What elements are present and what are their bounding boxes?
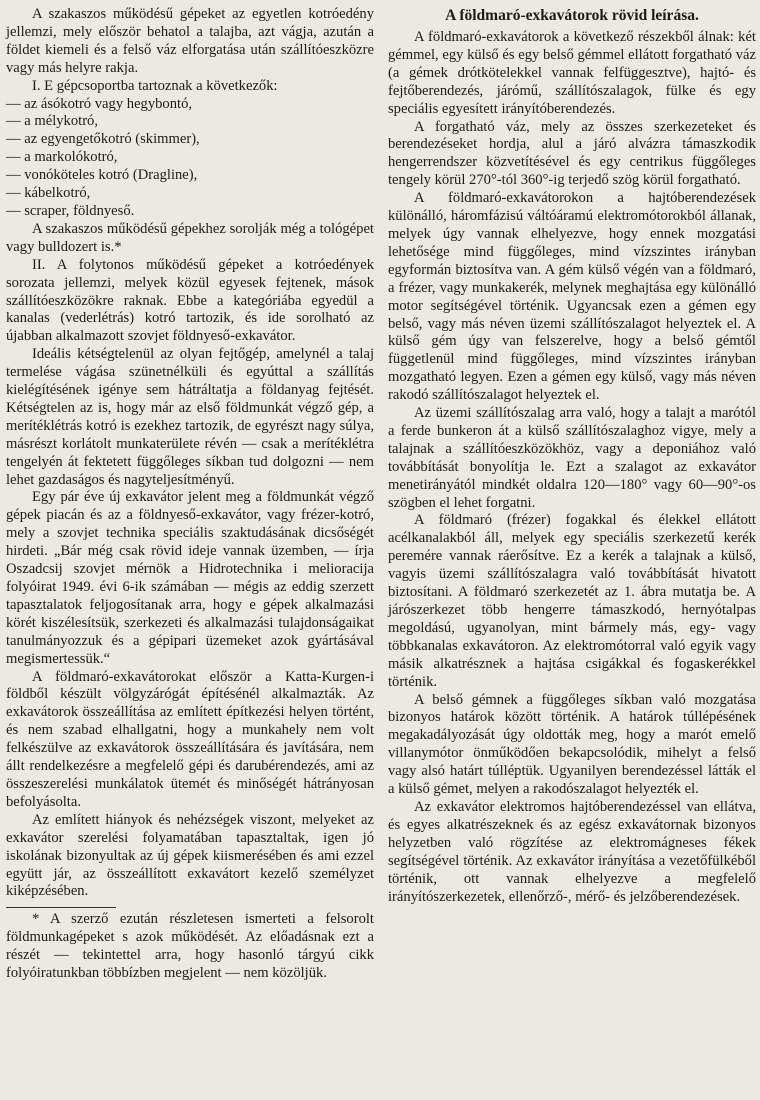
list-item: — az ásókotró vagy hegybontó, bbox=[6, 95, 193, 112]
paragraph-new-excavator: Egy pár éve új exkavátor jelent meg a földmunkát végző gépek piacán és az a földnyeső-exkavátor, vagy frézer-kotró, mely a szovjet technika speciális szaktudásának dicsőségét hirdeti. „Bár még csak rövid ideje vannak üzemben, — írja Oszadcsij szovjet mérnök a Hidrotechnika i melioracija folyóirat 1949. évi 6-ik számában — mégis az eddig szerzett tapasztalatok feljogosítanak arra, hogy e gépek alkalmazási körét kiszélesítsük, szerkezeti és alkalmazási tulajdonságaikat tanulmányozzuk és a gépipari üzemeket azok gyártásával megismertessük.“ bbox=[6, 489, 374, 667]
paragraph-continuous-machines: II. A folytonos működésű gépeket a kotróedények sorozata jellemzi, melyek közül egyesek fejtenek, mások szállítóeszközökre raknak. Ebbe a kategóriába egyedül a kanalas (vederlétrás) kotró tartozik, és ide sorolható az újabban alkalmazott szovjet földnyeső-exkavátor. bbox=[6, 256, 374, 345]
paragraph-boom-limits: A belső gémnek a függőleges síkban való mozgatása bizonyos határok között történik. A határok túllépésének megakadályozását úgy oldották meg, hogy a marót emelő villanymótor önműködően bekapcsolódik, mihelyt a felső vagy alsó határt túlléptük. Ugyanilyen berendezéssel látták el a külső gémet, melyen a rakodószalagot helyezték el. bbox=[388, 691, 756, 798]
left-column bbox=[6, 6, 374, 1100]
paragraph-conveyor: Az üzemi szállítószalag arra való, hogy a talajt a marótól a ferde bunkeron át a külső szállítószalaghoz vigye, mely a talajnak a szállítóeszközökhöz, vagy a deponiához való továbbítását bonyolítja le. Ezt a szalagot az exkavátor menetirányától mindkét oldalra 120—180° vagy 60—90°-os szögben el lehet forgatni. bbox=[388, 405, 756, 511]
right-column bbox=[388, 6, 756, 1100]
paragraph-cutter-wheel: A földmaró (frézer) fogakkal és élekkel ellátott acélkanalakból áll, melyek egy speciális szerkezetű kerék peremére vannak ráerősítve. Ez a kerék a talajnak a külső, vagyis üzemi szállítószalagra való továbbítását hivatott biztosítani. A földmaró szerkezetét az 1. ábra mutatja be. A járószerkezet több hengerre támaszkodó, hernyótalpas megoldású, ugyanolyan, mint bármely más, egy- vagy többkanalas exkavátoron. Az elektromótorral való egyik vagy másik alkatrésznek a hajtása csigákkal és fogaskerékkel történik. bbox=[388, 512, 756, 690]
paragraph-drive-units: A földmaró-exkavátorokon a hajtóberendezések különálló, háromfázisú váltóáramú elektromótorokból állanak, melyek úgy vannak elhelyezve, hogy ennek mozgatási lehetősége mind függőleges, mind vízszintes irányban egyformán biztosítva van. A gém külső végén van a földmaró, a frézer, vagy munkakerék, melynek meghajtása egy különálló motor segítségével történik. Ugyancsak ezen a gémen egy belső, vagy más néven üzemi szállítószalagot helyeztek el. A külső gém úgy van felszerelve, hogy a belső gémtől függetlenül mind függőleges, mind vízszintes irányban mozgatható legyen. Ezen a gémen egy külső, vagy más néven rakodó szállítószalagot helyeztek el. bbox=[388, 190, 756, 404]
list-item: — kábelkotró, bbox=[6, 185, 91, 202]
paragraph-intermittent-machines: A szakaszos működésű gépeket az egyetlen kotróedény jellemzi, mely először behatol a talajba, azt vágja, azután a földet kiemeli és a felső váz elforgatása után szállítóeszközre vagy más helyre rakja. bbox=[6, 6, 374, 76]
paragraph-bulldozer: A szakaszos működésű gépekhez sorolják még a tológépet vagy bulldozert is.* bbox=[6, 220, 374, 255]
list-item: — a mélykotró, bbox=[6, 113, 99, 130]
paragraph-electric-drive: Az exkavátor elektromos hajtóberendezéssel van ellátva, és egyes alkatrészeknek és az egész exkavátornak bizonyos helyzetben való rögzítése az elektromágneses fékek segítségével történik. Az exkavátor irányítása a vezetőfülkéből történik, ott vannak elhelyezve a megfelelő irányítószerkezetek, ellenőrző-, mérő- és jelzőberendezések. bbox=[388, 798, 756, 905]
paragraph-group-one: I. E gépcsoportba tartoznak a következők: bbox=[32, 77, 278, 94]
list-item: — vonóköteles kotró (Dragline), bbox=[6, 167, 198, 184]
list-item: — scraper, földnyeső. bbox=[6, 202, 135, 219]
list-item: — az egyengetőkotró (skimmer), bbox=[6, 131, 200, 148]
section-heading: A földmaró-exkavátorok rövid leírása. bbox=[445, 7, 699, 24]
paragraph-rotating-frame: A forgatható váz, mely az összes szerkezeteket és berendezéseket hordja, alul a járó alvázra támaszkodik hengerrendszer közvetítésével és egy centrikus függőleges tengely körül 270°-tól 360°-ig terjedő szög körül forgatható. bbox=[388, 118, 756, 189]
footnote-divider bbox=[6, 907, 116, 908]
paragraph-components: A földmaró-exkavátorok a következő részekből álnak: két gémmel, egy külső és egy belső gémmel ellátott forgatható váz (a gémek drótkötelekkel vannak felfüggesztve), hajtó- és fejtőberendezés, járómű, szállítószalagok, fülke és egy speciális egyesített irányítóberendezés. bbox=[388, 29, 756, 117]
paragraph-ideal-machine: Ideális kétségtelenül az olyan fejtőgép, amelynél a talaj termelése vágása szünetnélküli és egyúttal a szállítás kielégítésének igénye sem hátráltatja a földanyag fejtését. Kétségtelen az is, hogy már az első földmunkát végző gép, a merítéklétrás kotró is ezekhez tartozik, de egyrészt nagy súlya, másrészt korlátolt munkaterülete révén — csak a merítéklétra tengelyén át fektetett függőleges síkban tud dolgozni — nem lehet gazdaságos és nagyteljesítményű. bbox=[6, 346, 374, 488]
paragraph-katta-kurgan: A földmaró-exkavátorokat először a Katta-Kurgen-i földből készült völgyzárógát építésénél alkalmazták. Az exkavátorok összeállítása az említett építkezési helyen történt, és nem szabad elhallgatni, hogy a munkahely nem volt felkészülve az exkavátorok összeállítására és javítására, nem állt rendelkezésre a megfelelő gépi és darubérendezés, ami az összeszerelési munkálatok ütemét és minőségét hátrányosan befolyásolta. bbox=[6, 668, 374, 810]
paragraph-lessons: Az említett hiányok és nehézségek viszont, melyeket az exkavátor szerelési folyamatában tapasztaltak, igen jó iskolának bizonyultak az új gépek kiismerésében és ami ezzel együtt jár, az összeállított exkavátort kezelő személyzet kiképzésében. bbox=[6, 811, 374, 900]
footnote: * A szerző ezután részletesen ismerteti a felsorolt földmunkagépeket s azok működését. Az előadásnak ezt a részét — tekintettel arra, hogy hasonló tárgyú cikk folyóiratunkban többízben megjelent — nem közöljük. bbox=[6, 911, 374, 982]
machine-list bbox=[6, 96, 374, 221]
list-item: — a markolókotró, bbox=[6, 149, 118, 166]
